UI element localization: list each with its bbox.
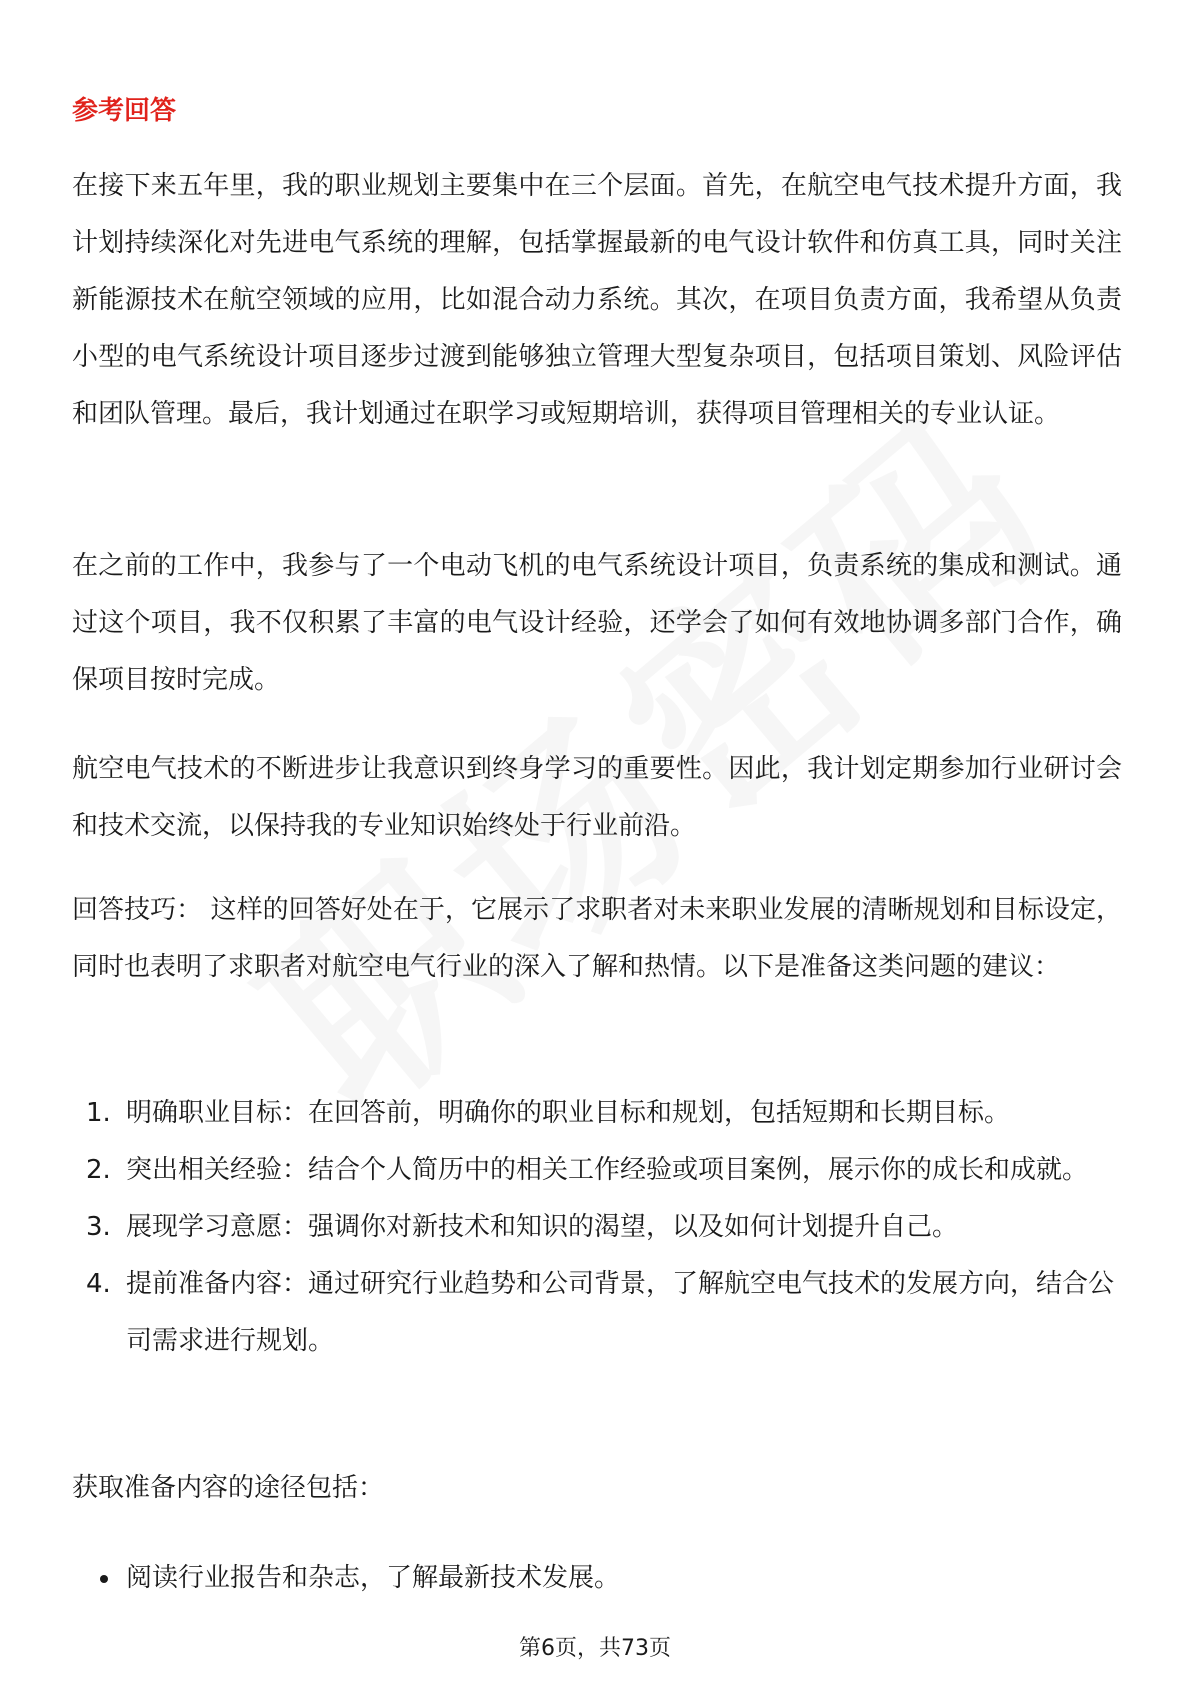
answer-paragraph-3: 航空电气技术的不断进步让我意识到终身学习的重要性。因此，我计划定期参加行业研讨会和技术交流，以保持我的专业知识始终处于行业前沿。 xyxy=(72,754,1122,841)
bullet-icon xyxy=(100,1575,108,1583)
list-number: 2. xyxy=(86,1155,111,1185)
list-item-text: 明确职业目标：在回答前，明确你的职业目标和规划，包括短期和长期目标。 xyxy=(126,1098,1011,1128)
answer-tips-paragraph: 回答技巧： 这样的回答好处在于，它展示了求职者对未来职业发展的清晰规划和目标设定，同时也表明了求职者对航空电气行业的深入了解和热情。以下是准备这类问题的建议： xyxy=(72,895,1122,982)
list-item xyxy=(72,1550,1122,1607)
suggestion-list xyxy=(72,1085,1122,1370)
sources-list xyxy=(72,1550,1122,1607)
list-item xyxy=(72,1199,1122,1256)
answer-paragraph-1: 在接下来五年里，我的职业规划主要集中在三个层面。首先，在航空电气技术提升方面，我计划持续深化对先进电气系统的理解，包括掌握最新的电气设计软件和仿真工具，同时关注新能源技术在航空领域的应用，比如混合动力系统。其次，在项目负责方面，我希望从负责小型的电气系统设计项目逐步过渡到能够独立管理大型复杂项目，包括项目策划、风险评估和团队管理。最后，我计划通过在职学习或短期培训，获得项目管理相关的专业认证。 xyxy=(72,171,1122,429)
answer-paragraph-2: 在之前的工作中，我参与了一个电动飞机的电气系统设计项目，负责系统的集成和测试。通过这个项目，我不仅积累了丰富的电气设计经验，还学会了如何有效地协调多部门合作，确保项目按时完成。 xyxy=(72,551,1122,695)
list-number: 3. xyxy=(86,1212,111,1242)
page-footer: 第6页，共73页 xyxy=(519,1636,671,1661)
list-item xyxy=(72,1256,1122,1370)
list-item-text: 提前准备内容：通过研究行业趋势和公司背景，了解航空电气技术的发展方向，结合公司需求进行规划。 xyxy=(126,1269,1115,1356)
list-number: 1. xyxy=(86,1098,111,1128)
list-item-text: 突出相关经验：结合个人简历中的相关工作经验或项目案例，展示你的成长和成就。 xyxy=(126,1155,1089,1185)
list-item-text: 阅读行业报告和杂志，了解最新技术发展。 xyxy=(126,1563,621,1593)
section-title: 参考回答 xyxy=(72,96,177,126)
list-item-text: 展现学习意愿：强调你对新技术和知识的渴望，以及如何计划提升自己。 xyxy=(126,1212,959,1242)
list-item xyxy=(72,1085,1122,1142)
sources-intro-paragraph: 获取准备内容的途径包括： xyxy=(72,1473,385,1503)
list-item xyxy=(72,1142,1122,1199)
list-number: 4. xyxy=(86,1269,111,1299)
